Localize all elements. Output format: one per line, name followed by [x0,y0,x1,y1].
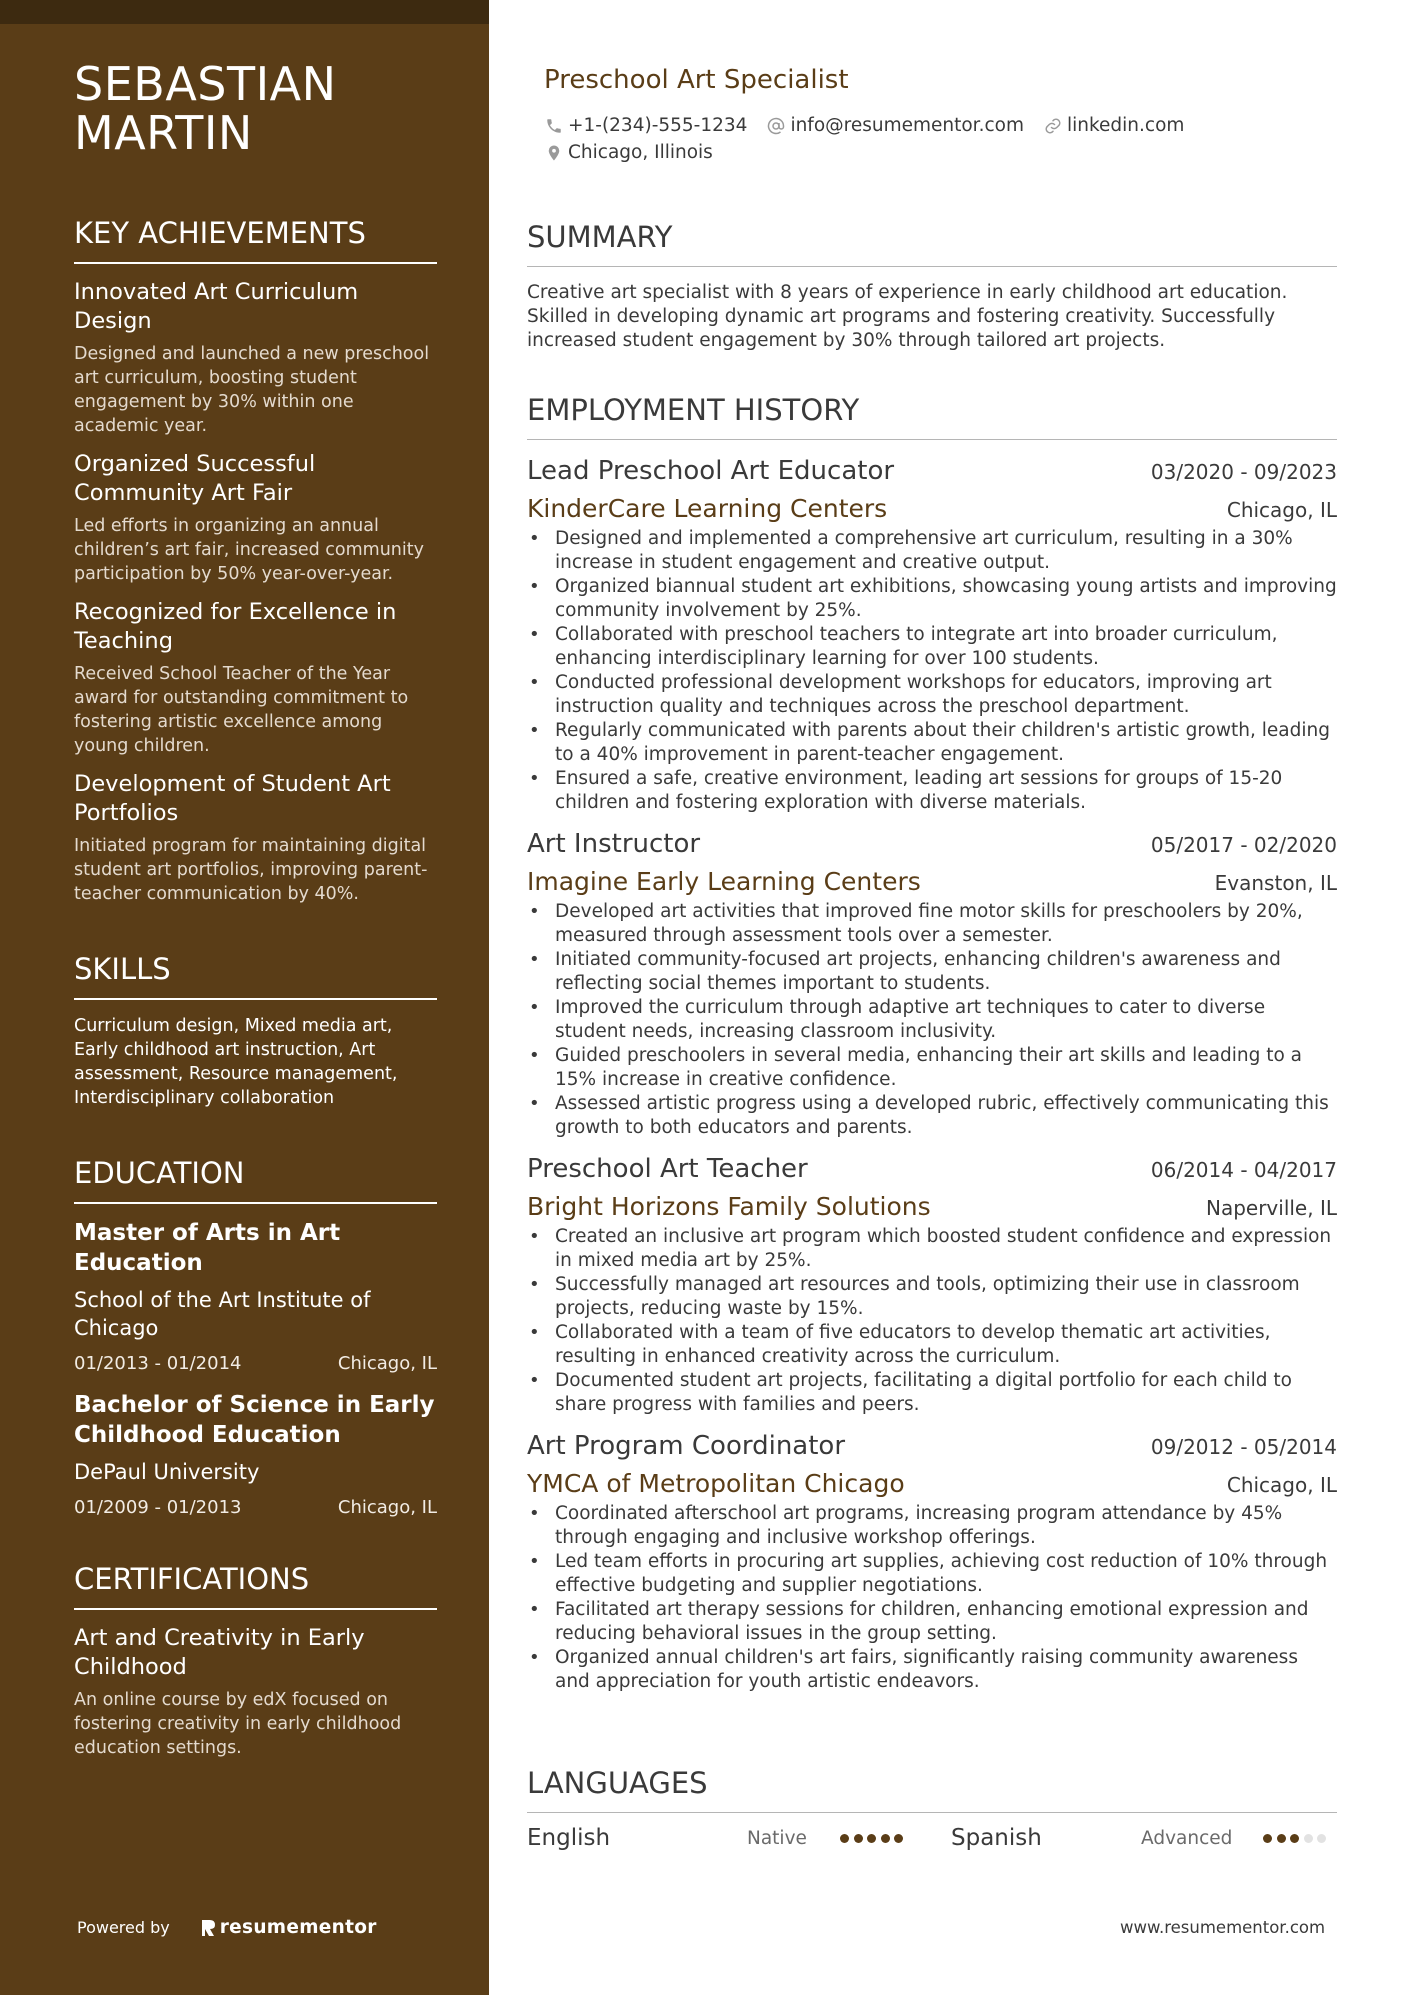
location-pin-icon [545,144,563,162]
job-title: Preschool Art Specialist [544,65,849,95]
achievement-desc: Designed and launched a new preschool art curriculum, boosting student engagement by 30% within one academic year. [74,344,430,436]
certification-desc: An online course by edX focused on fostering creativity in early childhood education settings. [74,1690,402,1758]
achievement-desc: Received School Teacher of the Year award for outstanding commitment to fostering artistic excellence among young children. [74,664,409,756]
achievement-desc: Initiated program for maintaining digital student art portfolios, improving parent-teacher communication by 40%. [74,836,428,904]
education-dates: 01/2013 - 01/2014 [74,1353,242,1374]
job-company: Bright Horizons Family Solutions [527,1192,931,1221]
job-bullet: • Conducted professional development workshops for educators, improving art instruction quality and techniques across the preschool department. [527,671,1337,719]
person-name [74,57,437,160]
job-bullet: • Collaborated with preschool teachers to integrate art into broader curriculum, enhancing interdisciplinary learning for over 100 students. [527,623,1337,671]
job-bullet: • Coordinated afterschool art programs, increasing program attendance by 45% through engaging and inclusive workshop offerings. [527,1502,1337,1550]
job-bullets [527,1225,1337,1417]
contact-email[interactable] [767,113,1024,139]
job-bullet: • Created an inclusive art program which boosted student confidence and expression in mixed media art by 25%. [527,1225,1337,1273]
rating-dot-filled [881,1834,890,1843]
job-bullet: • Organized biannual student art exhibitions, showcasing young artists and improving community involvement by 25%. [527,575,1337,623]
job-dates: 09/2012 - 05/2014 [1150,1435,1337,1459]
language-rating [1263,1834,1331,1843]
skills-text: Curriculum design, Mixed media art, Early childhood art instruction, Art assessment, Resource management, Interdisciplinary collaboration [74,1016,398,1108]
sidebar [0,0,489,1995]
education-meta [74,1352,437,1376]
job-bullet: • Initiated community-focused art projects, enhancing children's awareness and reflecting social themes important to students. [527,948,1337,996]
rating-dot-filled [1263,1834,1272,1843]
education-location: Chicago, IL [337,1497,437,1518]
job-role: Art Program Coordinator [527,1431,846,1461]
rating-dot-filled [867,1834,876,1843]
language-level: Native [747,1827,807,1849]
languages-section [527,1766,1337,1853]
job-subheader [527,1191,1337,1224]
achievement-title: Recognized for Excellence in Teaching [74,599,397,654]
job-bullets [527,1502,1337,1694]
job-bullet: • Ensured a safe, creative environment, leading art sessions for groups of 15-20 children and fostering exploration with diverse materials. [527,767,1337,815]
job-entry [527,1152,1337,1417]
job-bullet: • Successfully managed art resources and tools, optimizing their use in classroom projects, reducing waste by 15%. [527,1273,1337,1321]
job-entry [527,1429,1337,1694]
certification-item [74,1624,437,1760]
job-location: Chicago, IL [1226,1473,1337,1497]
location-text: Chicago, Illinois [568,141,713,163]
language-name: Spanish [951,1825,1042,1851]
contact-linkedin[interactable] [1044,113,1184,139]
contact-info [545,112,1325,166]
job-company: YMCA of Metropolitan Chicago [527,1469,905,1498]
job-bullet: • Assessed artistic progress using a developed rubric, effectively communicating this growth to both educators and parents. [527,1092,1337,1140]
job-dates: 03/2020 - 09/2023 [1150,460,1337,484]
powered-by-label: Powered by [77,1918,170,1937]
job-header [527,827,1337,862]
summary-text: Creative art specialist with 8 years of experience in early childhood art education. Skilled in developing dynamic art programs and fostering creativity. Successfully increased student engagement by 30% through tailored art projects. [527,282,1288,351]
summary-heading: SUMMARY [527,220,1337,267]
job-bullet: • Guided preschoolers in several media, enhancing their art skills and leading to a 15% increase in creative confidence. [527,1044,1337,1092]
rating-dot-filled [854,1834,863,1843]
job-bullets [527,527,1337,815]
achievement-item [74,598,437,758]
job-header [527,1152,1337,1187]
link-icon [1044,117,1062,135]
job-header [527,1429,1337,1464]
linkedin-text: linkedin.com [1066,114,1185,136]
at-sign-icon [767,117,785,135]
employment-section [527,393,1337,1706]
job-subheader [527,1468,1337,1501]
rating-dot-filled [840,1834,849,1843]
education-meta [74,1496,437,1520]
footer-url[interactable]: www.resumementor.com [1120,1918,1326,1937]
job-role: Lead Preschool Art Educator [527,456,895,486]
education-item [74,1390,437,1520]
achievement-title: Organized Successful Community Art Fair [74,451,316,506]
job-bullet: • Collaborated with a team of five educators to develop thematic art activities, resulting in enhanced creativity across the curriculum. [527,1321,1337,1369]
achievements-list [74,278,437,906]
language-name: English [527,1825,611,1851]
job-company: KinderCare Learning Centers [527,494,888,523]
job-location: Naperville, IL [1205,1196,1337,1220]
job-role: Preschool Art Teacher [527,1154,808,1184]
employment-heading: EMPLOYMENT HISTORY [527,393,1337,440]
contact-row [545,139,1325,166]
certification-title: Art and Creativity in Early Childhood [74,1625,365,1680]
achievement-item [74,770,437,906]
rating-dot-empty [1304,1834,1313,1843]
education-school: DePaul University [74,1460,260,1484]
contact-location [545,140,713,166]
phone-text: +1-(234)-555-1234 [568,114,748,136]
summary-section [527,220,1337,353]
job-header [527,454,1337,489]
brand-name: resumementor [219,1917,377,1938]
job-subheader [527,866,1337,899]
job-subheader [527,493,1337,526]
sidebar-top-band [0,0,489,24]
job-location: Evanston, IL [1214,871,1337,895]
contact-phone[interactable] [545,113,747,139]
job-entry [527,827,1337,1140]
job-bullet: • Designed and implemented a comprehensive art curriculum, resulting in a 30% increase in student engagement and creative output. [527,527,1337,575]
education-location: Chicago, IL [337,1353,437,1374]
job-company: Imagine Early Learning Centers [527,867,921,896]
rating-dot-filled [1290,1834,1299,1843]
education-degree: Master of Arts in Art Education [74,1220,341,1276]
job-role: Art Instructor [527,829,701,859]
job-bullet: • Led team efforts in procuring art supplies, achieving cost reduction of 10% through effective budgeting and supplier negotiations. [527,1550,1337,1598]
first-name: SEBASTIAN [74,57,337,111]
job-entry [527,454,1337,815]
education-degree: Bachelor of Science in Early Childhood Education [74,1392,435,1448]
achievement-item [74,278,437,438]
powered-by [77,1917,377,1938]
job-bullet: • Regularly communicated with parents about their children's artistic growth, leading to a 40% improvement in parent-teacher engagement. [527,719,1337,767]
languages-heading: LANGUAGES [527,1766,1337,1813]
job-bullet: • Improved the curriculum through adaptive art techniques to cater to diverse student needs, increasing classroom inclusivity. [527,996,1337,1044]
language-rating [840,1834,951,1843]
contact-row [545,112,1325,139]
achievement-desc: Led efforts in organizing an annual children’s art fair, increased community participation by 50% year-over-year. [74,516,424,584]
email-text: info@resumementor.com [790,114,1024,136]
achievement-title: Innovated Art Curriculum Design [74,279,359,334]
job-dates: 05/2017 - 02/2020 [1150,833,1337,857]
brand-logo[interactable] [200,1917,377,1938]
job-location: Chicago, IL [1226,498,1337,522]
rating-dot-empty [1317,1834,1326,1843]
sidebar-content [74,57,437,1760]
resumementor-logo-icon [200,1918,216,1938]
education-school: School of the Art Institute of Chicago [74,1288,371,1340]
job-dates: 06/2014 - 04/2017 [1150,1158,1337,1182]
education-heading: EDUCATION [74,1156,437,1204]
rating-dot-filled [1277,1834,1286,1843]
job-bullet: • Organized annual children's art fairs, significantly raising community awareness and appreciation for youth artistic endeavors. [527,1646,1337,1694]
education-item [74,1218,437,1376]
last-name: MARTIN [74,106,253,160]
education-dates: 01/2009 - 01/2013 [74,1497,242,1518]
job-bullet: • Documented student art projects, facilitating a digital portfolio for each child to share progress with families and peers. [527,1369,1337,1417]
phone-icon [545,117,563,135]
languages-row [527,1823,1337,1853]
achievement-title: Development of Student Art Portfolios [74,771,391,826]
job-bullet: • Facilitated art therapy sessions for children, enhancing emotional expression and reducing behavioral issues in the group setting. [527,1598,1337,1646]
job-bullets [527,900,1337,1140]
skills-heading: SKILLS [74,952,437,1000]
job-bullet: • Developed art activities that improved fine motor skills for preschoolers by 20%, measured through assessment tools over a semester. [527,900,1337,948]
achievements-heading: KEY ACHIEVEMENTS [74,216,437,264]
rating-dot-filled [894,1834,903,1843]
certifications-heading: CERTIFICATIONS [74,1562,437,1610]
achievement-item [74,450,437,586]
language-level: Advanced [1141,1827,1233,1849]
